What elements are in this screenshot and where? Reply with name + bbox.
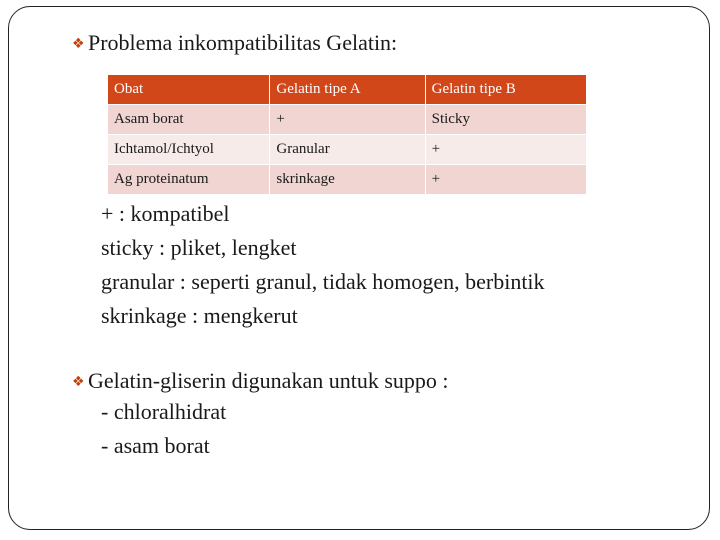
heading-incompatibility-text: Problema inkompatibilitas Gelatin: (88, 30, 398, 55)
bullet-icon: ❖ (72, 374, 85, 390)
incompatibility-table (107, 74, 587, 195)
table-row (108, 165, 587, 195)
header-gelatin-b: Gelatin tipe B (425, 75, 586, 105)
sub-item: - chloralhidrat (101, 399, 227, 424)
table-cell: Granular (270, 135, 425, 165)
table-cell: Ichtamol/Ichtyol (108, 135, 270, 165)
note-line: + : kompatibel (101, 201, 230, 226)
table-row (108, 135, 587, 165)
heading-gelatin-glycerin-text: Gelatin-gliserin digunakan untuk suppo : (88, 368, 449, 393)
table-cell: + (425, 135, 586, 165)
table-cell: Ag proteinatum (108, 165, 270, 195)
table-cell: Asam borat (108, 105, 270, 135)
table-cell: skrinkage (270, 165, 425, 195)
bullet-icon: ❖ (72, 36, 85, 52)
table-cell: + (425, 165, 586, 195)
heading-gelatin-glycerin (72, 368, 449, 395)
table-header-row (108, 75, 587, 105)
note-line: sticky : pliket, lengket (101, 235, 297, 260)
note-line: skrinkage : mengkerut (101, 303, 298, 328)
table-cell: Sticky (425, 105, 586, 135)
header-gelatin-a: Gelatin tipe A (270, 75, 425, 105)
legend-notes (101, 197, 545, 333)
table-cell: + (270, 105, 425, 135)
header-obat: Obat (108, 75, 270, 105)
heading-incompatibility (72, 30, 397, 57)
table-row (108, 105, 587, 135)
note-line: granular : seperti granul, tidak homogen, berbintik (101, 269, 545, 294)
sub-item: - asam borat (101, 433, 210, 458)
